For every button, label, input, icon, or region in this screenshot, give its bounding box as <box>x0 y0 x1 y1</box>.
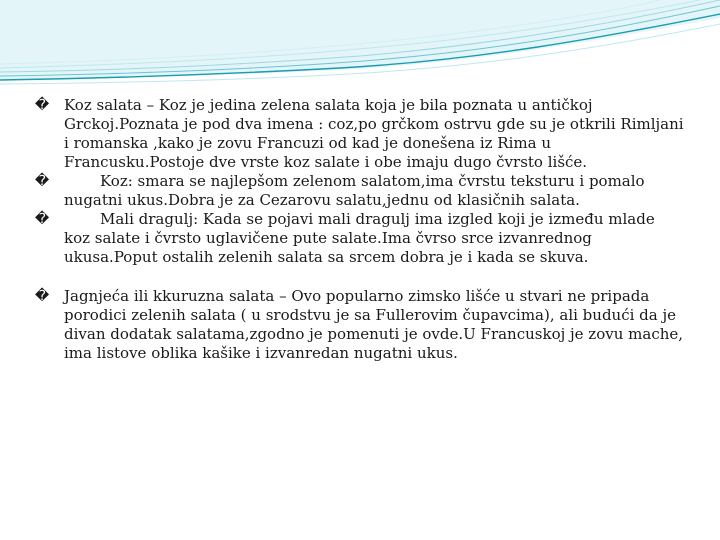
paragraph-text: Koz salata – Koz je jedina zelena salata koja je bila poznata u antičkoj Grckoj.Poznata je pod dva imena : coz,po grčkom ostrvu gde su je otkrili Rimljani i romanska ,kako je zovu Francuzi od kad je donešena iz Rima u Francusku.Postoje dve vrste koz salate i obe imaju dugo čvrsto lišće. <box>64 96 684 171</box>
bullet-icon: � <box>34 288 50 304</box>
wave-fill <box>0 0 720 80</box>
paragraph-mali-dragulj <box>34 210 684 267</box>
slide-body <box>34 96 684 363</box>
bullet-icon: � <box>34 211 50 227</box>
paragraph-koz <box>34 172 684 210</box>
paragraph-text: Koz: smara se najlepšom zelenom salatom,ima čvrstu teksturu i pomalo nugatni ukus.Dobra je za Cezarovu salatu,jednu od klasičnih salata. <box>64 172 645 209</box>
bullet-icon: � <box>34 97 50 113</box>
bullet-icon: � <box>34 173 50 189</box>
header-wave-decoration <box>0 0 720 90</box>
paragraph-text: Mali dragulj: Kada se pojavi mali dragulj ima izgled koji je između mlade koz salate i čvrsto uglavičene pute salate.Ima čvrso srce izvanrednog ukusa.Poput ostalih zelenih salata sa srcem dobra je i kada se skuva. <box>64 210 655 266</box>
paragraph-jagnjeca-salata <box>34 287 684 363</box>
paragraph-koz-salata <box>34 96 684 172</box>
paragraph-text: Jagnjeća ili kkuruzna salata – Ovo popularno zimsko lišće u stvari ne pripada porodici zelenih salata ( u srodstvu je sa Fullerovim čupavcima), ali budući da je divan dodatak salatama,zgodno je pomenuti je ovde.U Francuskoj je zovu mache, ima listove oblika kašike i izvanredan nugatni ukus. <box>64 287 684 362</box>
